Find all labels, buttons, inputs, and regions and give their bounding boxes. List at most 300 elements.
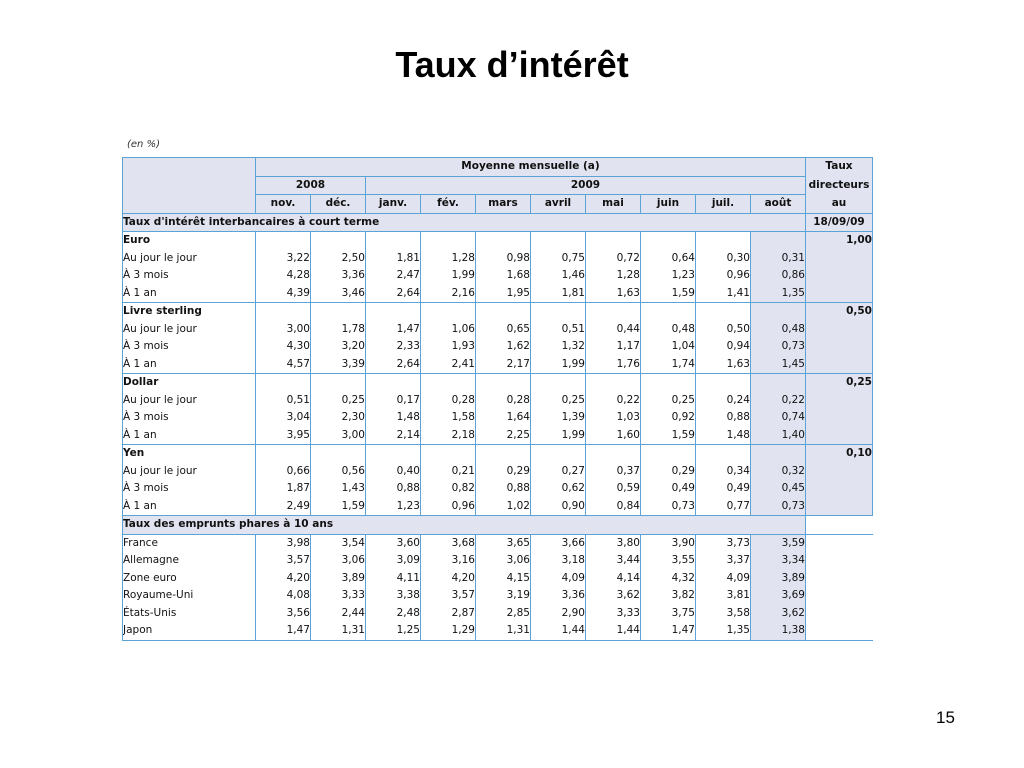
policy-rate-cell — [806, 392, 873, 410]
empty-cell — [476, 232, 531, 250]
policy-rate-cell — [806, 409, 873, 427]
bond-yield-cell: 1,47 — [256, 622, 311, 640]
rate-value-cell: 1,81 — [366, 250, 421, 268]
bond-yield-cell: 3,90 — [641, 534, 696, 552]
rate-value-cell: 0,88 — [476, 480, 531, 498]
rate-value-cell: 3,00 — [256, 321, 311, 339]
row-label: À 3 mois — [123, 480, 256, 498]
bond-yield-cell: 3,60 — [366, 534, 421, 552]
rate-value-cell: 4,30 — [256, 338, 311, 356]
bond-yield-cell: 4,11 — [366, 570, 421, 588]
group-name: Yen — [123, 445, 256, 463]
rate-value-cell: 0,22 — [586, 392, 641, 410]
policy-rate-cell — [806, 321, 873, 339]
rate-value-cell: 1,28 — [586, 267, 641, 285]
empty-cell — [586, 303, 641, 321]
rate-value-cell: 3,00 — [311, 427, 366, 445]
bond-yield-cell: 4,20 — [256, 570, 311, 588]
bond-yield-cell: 1,35 — [696, 622, 751, 640]
rate-value-cell: 2,33 — [366, 338, 421, 356]
rate-value-cell: 0,28 — [421, 392, 476, 410]
rate-value-cell: 0,64 — [641, 250, 696, 268]
month-header: mars — [476, 195, 531, 214]
rate-value-cell: 1,59 — [641, 427, 696, 445]
empty-cell — [641, 374, 696, 392]
table-row — [123, 498, 873, 516]
month-header: mai — [586, 195, 641, 214]
policy-rate-value: 0,25 — [806, 374, 873, 392]
year-2009-header: 2009 — [366, 176, 806, 195]
table-row — [123, 409, 873, 427]
empty-cell — [696, 303, 751, 321]
year-2008-header: 2008 — [256, 176, 366, 195]
section-header-row — [123, 516, 873, 535]
policy-rate-cell — [806, 267, 873, 285]
bond-yield-cell: 3,34 — [751, 552, 806, 570]
rate-value-cell: 1,47 — [366, 321, 421, 339]
bond-yield-cell: 3,56 — [256, 605, 311, 623]
bond-yield-cell: 3,98 — [256, 534, 311, 552]
rate-value-cell: 0,48 — [751, 321, 806, 339]
rate-value-cell: 0,27 — [531, 463, 586, 481]
bond-yield-cell: 2,85 — [476, 605, 531, 623]
bond-yield-cell: 1,44 — [531, 622, 586, 640]
rate-value-cell: 1,81 — [531, 285, 586, 303]
bond-yield-cell: 4,32 — [641, 570, 696, 588]
policy-rate-cell — [806, 356, 873, 374]
rate-value-cell: 2,17 — [476, 356, 531, 374]
bond-yield-cell: 3,65 — [476, 534, 531, 552]
rate-value-cell: 1,58 — [421, 409, 476, 427]
rate-value-cell: 1,64 — [476, 409, 531, 427]
empty-cell — [256, 374, 311, 392]
empty-cell — [806, 516, 873, 535]
rate-value-cell: 0,75 — [531, 250, 586, 268]
policy-rate-cell — [806, 338, 873, 356]
bond-yield-cell: 3,73 — [696, 534, 751, 552]
empty-cell — [311, 303, 366, 321]
rate-value-cell: 4,28 — [256, 267, 311, 285]
rate-value-cell: 0,77 — [696, 498, 751, 516]
bond-yield-cell: 3,38 — [366, 587, 421, 605]
month-header: août — [751, 195, 806, 214]
bond-yield-cell: 3,18 — [531, 552, 586, 570]
row-label: À 1 an — [123, 356, 256, 374]
empty-cell — [806, 552, 873, 570]
table-row — [123, 321, 873, 339]
row-label: Japon — [123, 622, 256, 640]
table-row — [123, 570, 873, 588]
rate-value-cell: 0,50 — [696, 321, 751, 339]
rate-value-cell: 2,47 — [366, 267, 421, 285]
rate-value-cell: 1,43 — [311, 480, 366, 498]
rate-value-cell: 0,59 — [586, 480, 641, 498]
bond-yield-cell: 4,08 — [256, 587, 311, 605]
empty-cell — [751, 374, 806, 392]
bond-yield-cell: 2,44 — [311, 605, 366, 623]
empty-cell — [421, 232, 476, 250]
rate-value-cell: 0,74 — [751, 409, 806, 427]
rate-value-cell: 2,50 — [311, 250, 366, 268]
table-row — [123, 338, 873, 356]
rate-value-cell: 0,34 — [696, 463, 751, 481]
monthly-average-header: Moyenne mensuelle (a) — [256, 158, 806, 177]
bond-yield-cell: 3,54 — [311, 534, 366, 552]
rate-value-cell: 2,30 — [311, 409, 366, 427]
bond-yield-cell: 3,57 — [421, 587, 476, 605]
row-label: Royaume-Uni — [123, 587, 256, 605]
policy-rate-value: 0,50 — [806, 303, 873, 321]
bond-yield-cell: 1,25 — [366, 622, 421, 640]
bond-yield-cell: 4,09 — [531, 570, 586, 588]
row-label: À 1 an — [123, 427, 256, 445]
table-row — [123, 356, 873, 374]
group-row — [123, 232, 873, 250]
rate-value-cell: 2,64 — [366, 356, 421, 374]
empty-cell — [531, 303, 586, 321]
rate-value-cell: 2,25 — [476, 427, 531, 445]
rate-value-cell: 1,74 — [641, 356, 696, 374]
empty-cell — [806, 605, 873, 623]
empty-cell — [751, 303, 806, 321]
empty-cell — [586, 374, 641, 392]
empty-cell — [696, 232, 751, 250]
rate-value-cell: 0,82 — [421, 480, 476, 498]
rate-value-cell: 1,99 — [421, 267, 476, 285]
rate-value-cell: 0,45 — [751, 480, 806, 498]
row-label: Zone euro — [123, 570, 256, 588]
row-label: Allemagne — [123, 552, 256, 570]
bond-yield-cell: 3,68 — [421, 534, 476, 552]
empty-cell — [256, 232, 311, 250]
header-corner — [123, 158, 256, 214]
empty-cell — [421, 303, 476, 321]
month-header: avril — [531, 195, 586, 214]
policy-rate-header-line3: au — [806, 195, 873, 214]
month-header: nov. — [256, 195, 311, 214]
rate-value-cell: 0,25 — [311, 392, 366, 410]
bond-yield-cell: 3,62 — [586, 587, 641, 605]
row-label: États-Unis — [123, 605, 256, 623]
bond-yield-cell: 3,59 — [751, 534, 806, 552]
rate-value-cell: 0,21 — [421, 463, 476, 481]
rate-value-cell: 0,25 — [531, 392, 586, 410]
empty-cell — [531, 374, 586, 392]
rate-value-cell: 2,14 — [366, 427, 421, 445]
bond-yield-cell: 4,20 — [421, 570, 476, 588]
empty-cell — [366, 374, 421, 392]
empty-cell — [256, 445, 311, 463]
policy-rate-cell — [806, 285, 873, 303]
month-header: juin — [641, 195, 696, 214]
rate-value-cell: 0,31 — [751, 250, 806, 268]
group-row — [123, 374, 873, 392]
group-name: Dollar — [123, 374, 256, 392]
interest-rates-table — [122, 157, 873, 641]
table-row — [123, 285, 873, 303]
rate-value-cell: 1,04 — [641, 338, 696, 356]
row-label: Au jour le jour — [123, 250, 256, 268]
table-row — [123, 463, 873, 481]
rate-value-cell: 2,16 — [421, 285, 476, 303]
bond-yield-cell: 1,47 — [641, 622, 696, 640]
rate-value-cell: 1,46 — [531, 267, 586, 285]
empty-cell — [421, 374, 476, 392]
bond-yield-cell: 3,89 — [751, 570, 806, 588]
empty-cell — [806, 622, 873, 640]
rate-value-cell: 1,17 — [586, 338, 641, 356]
rate-value-cell: 1,63 — [696, 356, 751, 374]
slide-title: Taux d’intérêt — [395, 44, 629, 85]
group-row — [123, 445, 873, 463]
rate-value-cell: 3,22 — [256, 250, 311, 268]
empty-cell — [531, 445, 586, 463]
rate-value-cell: 0,90 — [531, 498, 586, 516]
rate-value-cell: 1,48 — [366, 409, 421, 427]
policy-rate-value: 0,10 — [806, 445, 873, 463]
bond-yield-cell: 2,87 — [421, 605, 476, 623]
row-label: À 3 mois — [123, 409, 256, 427]
policy-rate-header-line2: directeurs — [806, 176, 873, 195]
rate-value-cell: 0,17 — [366, 392, 421, 410]
rate-value-cell: 3,04 — [256, 409, 311, 427]
rate-value-cell: 1,48 — [696, 427, 751, 445]
policy-rate-value: 1,00 — [806, 232, 873, 250]
policy-rate-cell — [806, 498, 873, 516]
rate-value-cell: 0,56 — [311, 463, 366, 481]
table-row — [123, 587, 873, 605]
empty-cell — [311, 232, 366, 250]
rate-value-cell: 0,72 — [586, 250, 641, 268]
rate-value-cell: 1,78 — [311, 321, 366, 339]
rate-value-cell: 1,03 — [586, 409, 641, 427]
empty-cell — [641, 232, 696, 250]
rate-value-cell: 1,23 — [366, 498, 421, 516]
bond-yield-cell: 1,31 — [311, 622, 366, 640]
empty-cell — [751, 445, 806, 463]
empty-cell — [421, 445, 476, 463]
empty-cell — [641, 445, 696, 463]
section-title-bonds: Taux des emprunts phares à 10 ans — [123, 516, 806, 535]
rate-value-cell: 1,40 — [751, 427, 806, 445]
month-header: juil. — [696, 195, 751, 214]
rate-value-cell: 1,59 — [641, 285, 696, 303]
rate-value-cell: 0,73 — [751, 338, 806, 356]
bond-yield-cell: 3,82 — [641, 587, 696, 605]
rate-value-cell: 0,49 — [641, 480, 696, 498]
empty-cell — [531, 232, 586, 250]
row-label: France — [123, 534, 256, 552]
rate-value-cell: 0,44 — [586, 321, 641, 339]
bond-yield-cell: 2,90 — [531, 605, 586, 623]
bond-yield-cell: 3,80 — [586, 534, 641, 552]
rate-value-cell: 0,32 — [751, 463, 806, 481]
table-row — [123, 622, 873, 640]
rate-value-cell: 2,49 — [256, 498, 311, 516]
rate-value-cell: 2,64 — [366, 285, 421, 303]
rate-value-cell: 0,48 — [641, 321, 696, 339]
rate-value-cell: 1,62 — [476, 338, 531, 356]
bond-yield-cell: 3,36 — [531, 587, 586, 605]
rate-value-cell: 1,41 — [696, 285, 751, 303]
rate-value-cell: 1,63 — [586, 285, 641, 303]
rate-value-cell: 1,35 — [751, 285, 806, 303]
page-number: 15 — [936, 708, 955, 727]
rate-value-cell: 1,23 — [641, 267, 696, 285]
rate-value-cell: 4,39 — [256, 285, 311, 303]
bond-yield-cell: 3,69 — [751, 587, 806, 605]
rate-value-cell: 1,28 — [421, 250, 476, 268]
table-row — [123, 250, 873, 268]
rate-value-cell: 0,24 — [696, 392, 751, 410]
bond-yield-cell: 3,19 — [476, 587, 531, 605]
rate-value-cell: 1,95 — [476, 285, 531, 303]
empty-cell — [366, 232, 421, 250]
rate-value-cell: 0,92 — [641, 409, 696, 427]
empty-cell — [806, 587, 873, 605]
rate-value-cell: 0,37 — [586, 463, 641, 481]
row-label: Au jour le jour — [123, 321, 256, 339]
bond-yield-cell: 2,48 — [366, 605, 421, 623]
row-label: Au jour le jour — [123, 392, 256, 410]
rate-value-cell: 0,73 — [751, 498, 806, 516]
empty-cell — [476, 303, 531, 321]
rate-value-cell: 0,51 — [256, 392, 311, 410]
empty-cell — [586, 445, 641, 463]
empty-cell — [366, 445, 421, 463]
rate-value-cell: 1,99 — [531, 356, 586, 374]
rate-value-cell: 1,87 — [256, 480, 311, 498]
rate-value-cell: 1,06 — [421, 321, 476, 339]
empty-cell — [311, 374, 366, 392]
rate-value-cell: 0,84 — [586, 498, 641, 516]
bond-yield-cell: 3,37 — [696, 552, 751, 570]
rate-value-cell: 0,73 — [641, 498, 696, 516]
rate-value-cell: 0,96 — [696, 267, 751, 285]
empty-cell — [696, 445, 751, 463]
empty-cell — [806, 534, 873, 552]
row-label: À 3 mois — [123, 267, 256, 285]
policy-rate-cell — [806, 250, 873, 268]
rate-value-cell: 0,51 — [531, 321, 586, 339]
table-row — [123, 392, 873, 410]
group-name: Livre sterling — [123, 303, 256, 321]
empty-cell — [311, 445, 366, 463]
rate-value-cell: 0,88 — [696, 409, 751, 427]
table-row — [123, 267, 873, 285]
empty-cell — [366, 303, 421, 321]
table-row — [123, 534, 873, 552]
empty-cell — [806, 570, 873, 588]
rate-value-cell: 0,49 — [696, 480, 751, 498]
bond-yield-cell: 3,89 — [311, 570, 366, 588]
empty-cell — [696, 374, 751, 392]
policy-rate-cell — [806, 427, 873, 445]
empty-cell — [751, 232, 806, 250]
rate-value-cell: 0,88 — [366, 480, 421, 498]
rate-value-cell: 0,40 — [366, 463, 421, 481]
rate-value-cell: 1,02 — [476, 498, 531, 516]
rate-value-cell: 0,86 — [751, 267, 806, 285]
group-name: Euro — [123, 232, 256, 250]
bond-yield-cell: 1,31 — [476, 622, 531, 640]
rate-value-cell: 0,62 — [531, 480, 586, 498]
empty-cell — [586, 232, 641, 250]
rate-value-cell: 0,28 — [476, 392, 531, 410]
table-row — [123, 480, 873, 498]
row-label: Au jour le jour — [123, 463, 256, 481]
rate-value-cell: 1,60 — [586, 427, 641, 445]
table-row — [123, 605, 873, 623]
bond-yield-cell: 3,81 — [696, 587, 751, 605]
rate-value-cell: 1,68 — [476, 267, 531, 285]
rate-value-cell: 3,20 — [311, 338, 366, 356]
bond-yield-cell: 3,33 — [586, 605, 641, 623]
rate-value-cell: 0,98 — [476, 250, 531, 268]
rate-value-cell: 1,93 — [421, 338, 476, 356]
rate-value-cell: 2,18 — [421, 427, 476, 445]
table-row — [123, 427, 873, 445]
group-row — [123, 303, 873, 321]
rate-value-cell: 2,41 — [421, 356, 476, 374]
bond-yield-cell: 3,09 — [366, 552, 421, 570]
bond-yield-cell: 1,38 — [751, 622, 806, 640]
bond-yield-cell: 4,14 — [586, 570, 641, 588]
bond-yield-cell: 3,16 — [421, 552, 476, 570]
row-label: À 1 an — [123, 285, 256, 303]
rate-value-cell: 1,32 — [531, 338, 586, 356]
month-header: déc. — [311, 195, 366, 214]
rate-value-cell: 1,59 — [311, 498, 366, 516]
bond-yield-cell: 3,33 — [311, 587, 366, 605]
bond-yield-cell: 3,57 — [256, 552, 311, 570]
rate-value-cell: 0,96 — [421, 498, 476, 516]
rate-value-cell: 0,66 — [256, 463, 311, 481]
empty-cell — [476, 445, 531, 463]
row-label: À 1 an — [123, 498, 256, 516]
rate-value-cell: 3,95 — [256, 427, 311, 445]
rate-value-cell: 0,25 — [641, 392, 696, 410]
bond-yield-cell: 3,75 — [641, 605, 696, 623]
rate-value-cell: 0,22 — [751, 392, 806, 410]
rate-value-cell: 0,30 — [696, 250, 751, 268]
bond-yield-cell: 3,06 — [476, 552, 531, 570]
policy-rate-cell — [806, 480, 873, 498]
rate-value-cell: 3,39 — [311, 356, 366, 374]
bond-yield-cell: 1,29 — [421, 622, 476, 640]
section-title-short-rates: Taux d'intérêt interbancaires à court terme — [123, 213, 806, 232]
policy-rate-cell — [806, 463, 873, 481]
month-header: janv. — [366, 195, 421, 214]
empty-cell — [476, 374, 531, 392]
rate-value-cell: 0,29 — [641, 463, 696, 481]
empty-cell — [641, 303, 696, 321]
bond-yield-cell: 1,44 — [586, 622, 641, 640]
policy-rate-date: 18/09/09 — [806, 213, 873, 232]
bond-yield-cell: 3,55 — [641, 552, 696, 570]
rate-value-cell: 1,45 — [751, 356, 806, 374]
rate-value-cell: 0,29 — [476, 463, 531, 481]
rate-value-cell: 3,46 — [311, 285, 366, 303]
unit-note: (en %) — [127, 139, 160, 150]
rate-value-cell: 0,94 — [696, 338, 751, 356]
rate-value-cell: 1,39 — [531, 409, 586, 427]
rate-value-cell: 0,65 — [476, 321, 531, 339]
empty-cell — [256, 303, 311, 321]
rate-value-cell: 1,76 — [586, 356, 641, 374]
row-label: À 3 mois — [123, 338, 256, 356]
bond-yield-cell: 3,66 — [531, 534, 586, 552]
